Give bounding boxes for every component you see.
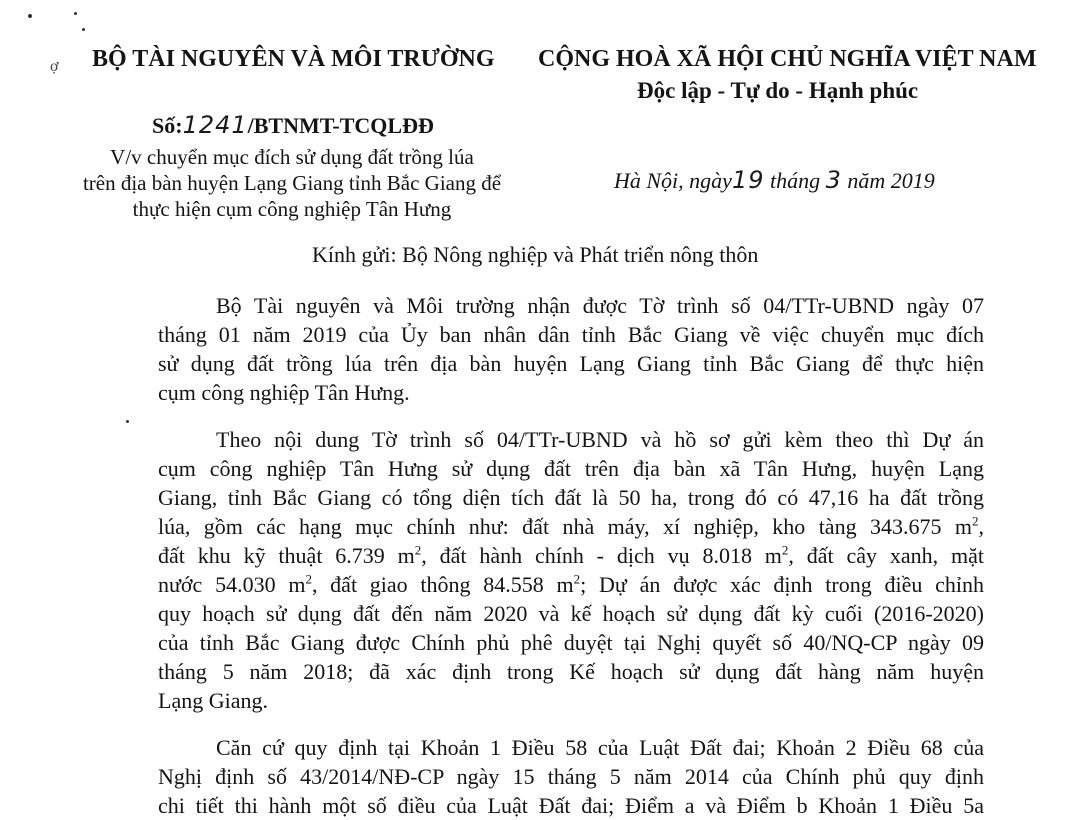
document-subject [82,144,502,222]
scan-mark: ợ [50,58,59,75]
superscript: 2 [414,542,422,558]
paragraph-line: sử dụng đất trồng lúa trên địa bàn huyện Lạng Giang tỉnh Bắc Giang để thực hiện [158,351,984,376]
body-paragraph-2 [158,425,984,715]
paragraph-line: Căn cứ quy định tại Khoản 1 Điều 58 của Luật Đất đai; Khoản 2 Điều 68 của [216,735,984,760]
line-text: , đất hành chính - dịch vụ 8.018 m [421,543,782,568]
country-name: CỘNG HOÀ XÃ HỘI CHỦ NGHĨA VIỆT NAM [538,46,1037,72]
paragraph-line: lúa, gồm các hạng mục chính như: đất nhà máy, xí nghiệp, kho tàng 343.675 $m^2$, [158,513,984,539]
dateline-day-handwritten: 19 [731,166,765,194]
scan-speck [74,12,77,15]
dateline-month-handwritten: 3 [825,166,842,194]
superscript: 2 [573,571,581,587]
scan-speck [126,420,129,423]
dateline-year: năm 2019 [847,168,935,193]
dateline-place: Hà Nội, ngày [614,168,732,193]
national-motto: Độc lập - Tự do - Hạnh phúc [637,78,919,103]
paragraph-line: tháng 5 năm 2018; đã xác định trong Kế hoạch sử dụng đất hàng năm huyện [158,659,984,684]
paragraph-line: tháng 01 năm 2019 của Ủy ban nhân dân tỉnh Bắc Giang về việc chuyển mục đích [158,322,984,347]
superscript: 2 [781,542,789,558]
document-number-prefix: Số: [152,113,183,138]
paragraph-line: cụm công nghiệp Tân Hưng sử dụng đất trên địa bàn xã Tân Hưng, huyện Lạng [158,456,984,481]
subject-line: V/v chuyển mục đích sử dụng đất trồng lúa [110,145,474,169]
paragraph-line: cụm công nghiệp Tân Hưng. [158,380,410,405]
body-paragraph-1 [158,291,984,407]
line-text: ; Dự án được xác định trong điều chỉnh [580,572,984,597]
document-number-handwritten: 1241 [182,111,248,139]
paragraph-line: chi tiết thi hành một số điều của Luật Đất đai; Điểm a và Điểm b Khoản 1 Điều 5a [158,793,984,818]
recipient-line: Kính gửi: Bộ Nông nghiệp và Phát triển nông thôn [312,242,759,267]
paragraph-line [158,570,984,599]
subject-line: trên địa bàn huyện Lạng Giang tỉnh Bắc Giang để [82,171,502,195]
superscript: 2 [972,513,979,529]
body-paragraph-3 [158,733,984,820]
paragraph-line: Bộ Tài nguyên và Môi trường nhận được Tờ trình số 04/TTr-UBND ngày 07 [216,293,984,318]
line-text: , đất giao thông 84.558 m [311,572,574,597]
dateline-month-label: tháng [770,168,821,193]
dateline [614,166,935,194]
line-text: nước 54.030 m [158,572,306,597]
paragraph-line: Giang, tỉnh Bắc Giang có tổng diện tích đất là 50 ha, trong đó có 47,16 ha đất trồng [158,485,984,510]
line-text: lúa, gồm các hạng mục chính như: đất nhà máy, xí nghiệp, kho tàng 343.675 m [158,514,972,539]
document-number-suffix: /BTNMT-TCQLĐĐ [247,113,434,138]
scan-speck [82,28,85,31]
issuing-organization: BỘ TÀI NGUYÊN VÀ MÔI TRƯỜNG [92,46,495,72]
paragraph-line: của tỉnh Bắc Giang được Chính phủ phê duyệt tại Nghị quyết số 40/NQ-CP ngày 09 [158,630,984,655]
line-text: đất khu kỹ thuật 6.739 m [158,543,415,568]
line-text: , đất cây xanh, mặt [788,543,984,568]
paragraph-line: Lạng Giang. [158,688,268,713]
paragraph-line: Theo nội dung Tờ trình số 04/TTr-UBND và hồ sơ gửi kèm theo thì Dự án [216,427,984,452]
subject-line: thực hiện cụm công nghiệp Tân Hưng [132,197,452,221]
paragraph-line: quy hoạch sử dụng đất đến năm 2020 và kế hoạch sử dụng đất kỳ cuối (2016-2020) [158,601,984,626]
scan-speck [28,14,32,18]
document-number [152,111,434,139]
superscript: 2 [305,571,312,587]
paragraph-line [158,541,984,570]
paragraph-line: Nghị định số 43/2014/NĐ-CP ngày 15 tháng 5 năm 2014 của Chính phủ quy định [158,764,984,789]
